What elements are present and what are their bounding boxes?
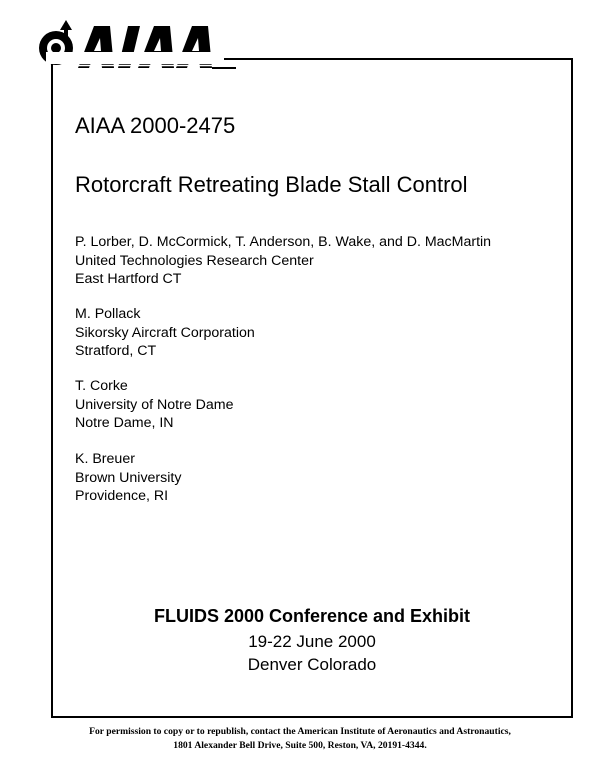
- author-names: M. Pollack: [75, 306, 141, 322]
- author-group-4: [75, 450, 181, 506]
- author-group-3: [75, 377, 233, 433]
- author-names: T. Corke: [75, 378, 128, 394]
- author-names: K. Breuer: [75, 451, 135, 467]
- author-location: Notre Dame, IN: [75, 415, 174, 432]
- author-location: East Hartford CT: [75, 271, 182, 288]
- publisher-address: 1801 Alexander Bell Drive, Suite 500, Reston, VA, 20191-4344.: [173, 740, 427, 751]
- author-affiliation: Sikorsky Aircraft Corporation: [75, 324, 255, 341]
- paper-id: AIAA 2000-2475: [75, 113, 236, 138]
- paper-title: Rotorcraft Retreating Blade Stall Control: [75, 172, 468, 197]
- conference-location: Denver Colorado: [247, 655, 377, 674]
- permission-notice: For permission to copy or to republish, contact the American Institute of Aeronautics and Astronautics,: [89, 726, 511, 737]
- author-location: Providence, RI: [75, 488, 169, 505]
- conference-name: FLUIDS 2000 Conference and Exhibit: [153, 606, 471, 626]
- conference-dates: 19-22 June 2000: [248, 632, 376, 651]
- frame-logo-gap: [46, 52, 224, 64]
- author-affiliation: University of Notre Dame: [75, 396, 234, 413]
- author-affiliation: Brown University: [75, 469, 182, 486]
- author-group-1: [75, 233, 491, 289]
- author-affiliation: United Technologies Research Center: [75, 252, 314, 269]
- author-group-2: [75, 305, 255, 361]
- author-location: Stratford, CT: [75, 343, 157, 360]
- author-names: P. Lorber, D. McCormick, T. Anderson, B. Wake, and D. MacMartin: [75, 234, 492, 250]
